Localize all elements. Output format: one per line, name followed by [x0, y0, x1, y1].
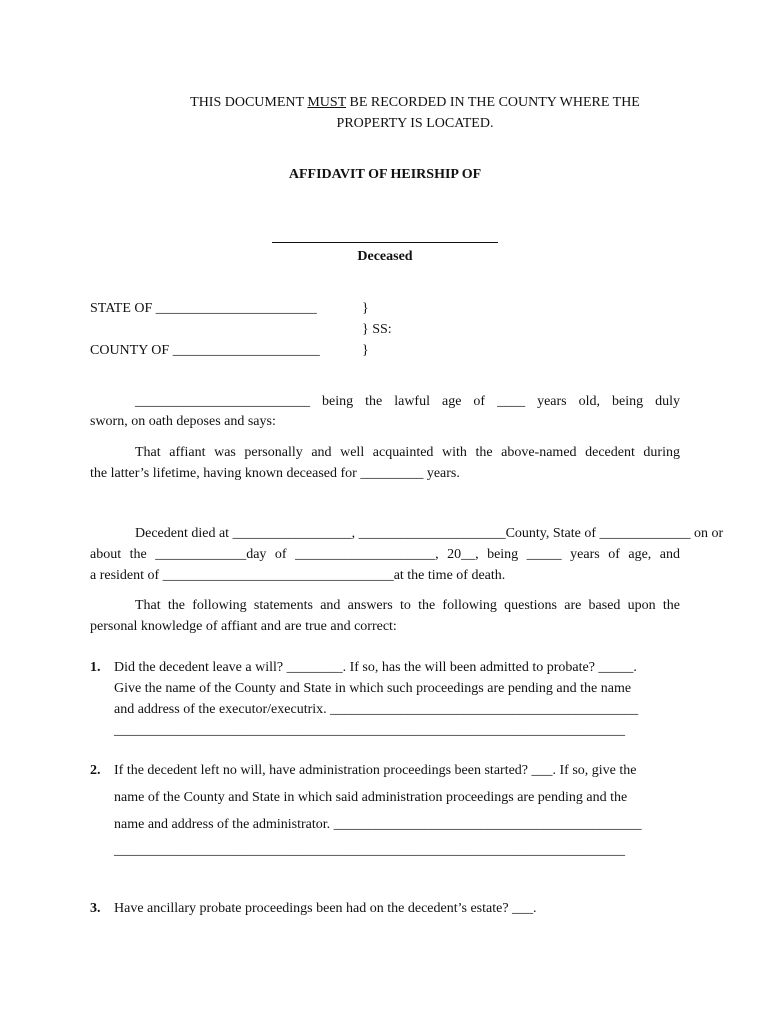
death-line-1: Decedent died at _________________, _____________________County, State of _____________ on or [135, 526, 724, 541]
affiant-line-1: _________________________ being the lawful age of ____ years old, being duly [135, 394, 680, 409]
question-2-number: 2. [90, 763, 101, 778]
question-2-line-3: name and address of the administrator. ____________________________________________ [114, 817, 642, 832]
state-of-field: STATE OF _______________________ [90, 301, 317, 316]
death-line-3: a resident of _________________________________at the time of death. [90, 568, 506, 583]
question-3-number: 3. [90, 901, 101, 916]
deceased-label: Deceased [357, 249, 413, 264]
question-1-number: 1. [90, 660, 101, 675]
county-of-field: COUNTY OF _____________________ [90, 343, 320, 358]
death-line-2: about the _____________day of ____________________, 20__, being _____ years of age, and [90, 547, 680, 562]
notice-emphasis: MUST [307, 95, 346, 110]
question-1-line-2: Give the name of the County and State in which such proceedings are pending and the name [114, 681, 632, 696]
document-title: AFFIDAVIT OF HEIRSHIP OF [288, 167, 482, 182]
acquaintance-line-2: the latter’s lifetime, having known deceased for _________ years. [90, 466, 460, 481]
question-3-line-1: Have ancillary probate proceedings been had on the decedent’s estate? ___. [114, 901, 537, 916]
question-1-line-3: and address of the executor/executrix. ____________________________________________ [114, 702, 639, 717]
statements-line-1: That the following statements and answers to the following questions are based upon the [135, 598, 680, 613]
question-2-line-4: _________________________________________________________________________ [114, 843, 625, 858]
recording-notice: THIS DOCUMENT MUST BE RECORDED IN THE COUNTY WHERE THE PROPERTY IS LOCATED. [190, 95, 640, 131]
question-2-line-1: If the decedent left no will, have administration proceedings been started? ___. If so, give the [114, 763, 637, 778]
question-1-line-4: _________________________________________________________________________ [114, 723, 625, 738]
affiant-line-2: sworn, on oath deposes and says: [90, 414, 276, 429]
statements-line-2: personal knowledge of affiant and are true and correct: [90, 619, 397, 634]
question-1-line-1: Did the decedent leave a will? ________. If so, has the will been admitted to probate? _____. [114, 660, 637, 675]
acquaintance-line-1: That affiant was personally and well acquainted with the above-named decedent during [135, 445, 680, 460]
question-2-line-2: name of the County and State in which said administration proceedings are pending and the [114, 790, 628, 805]
venue-brace-1: } [362, 301, 369, 316]
venue-brace-3: } [362, 343, 369, 358]
venue-ss: } SS: [362, 322, 392, 337]
deceased-name-line [272, 242, 498, 243]
